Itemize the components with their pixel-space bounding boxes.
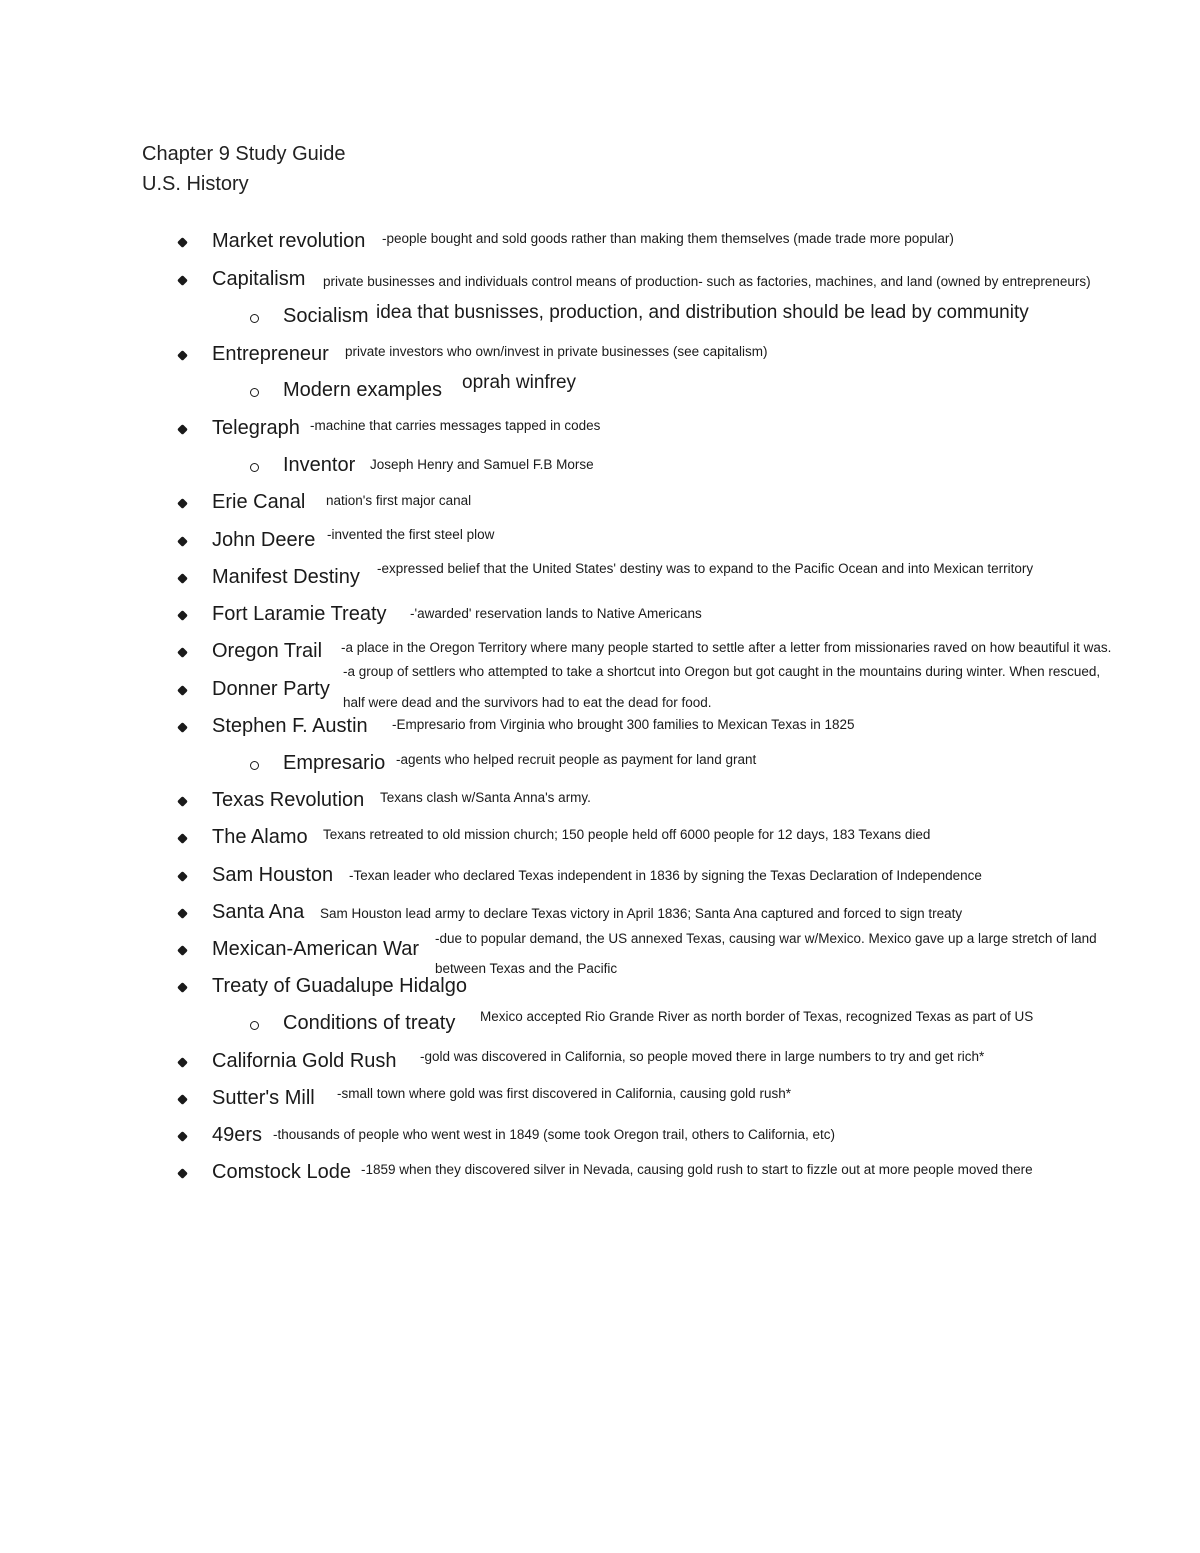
term: Empresario bbox=[283, 752, 386, 774]
definition-continued: half were dead and the survivors had to eat the dead for food. bbox=[343, 695, 712, 710]
definition: Joseph Henry and Samuel F.B Morse bbox=[370, 457, 594, 472]
list-item bbox=[0, 711, 1200, 741]
bullet-icon bbox=[177, 871, 188, 882]
sub-list-item bbox=[0, 1008, 1200, 1038]
list-item bbox=[0, 487, 1200, 517]
bullet-icon bbox=[177, 350, 188, 361]
term: Telegraph bbox=[212, 417, 300, 439]
term: Socialism bbox=[283, 305, 369, 327]
bullet-icon bbox=[177, 610, 188, 621]
bullet-icon bbox=[177, 722, 188, 733]
term: Stephen F. Austin bbox=[212, 715, 368, 737]
bullet-icon bbox=[177, 685, 188, 696]
definition: -thousands of people who went west in 1849 (some took Oregon trail, others to California, etc) bbox=[273, 1127, 836, 1142]
bullet-icon bbox=[177, 536, 188, 547]
bullet-icon bbox=[177, 945, 188, 956]
term: Sutter's Mill bbox=[212, 1087, 315, 1109]
definition: Mexico accepted Rio Grande River as north border of Texas, recognized Texas as part of US bbox=[480, 1009, 1034, 1024]
definition: -a group of settlers who attempted to take a shortcut into Oregon but got caught in the mountains during winter. When rescued, bbox=[343, 664, 1101, 679]
hollow-bullet-icon bbox=[250, 388, 259, 397]
term: 49ers bbox=[212, 1124, 263, 1146]
bullet-icon bbox=[177, 498, 188, 509]
definition: -people bought and sold goods rather than making them themselves (made trade more popular) bbox=[382, 231, 954, 246]
term: Capitalism bbox=[212, 268, 306, 290]
term: Erie Canal bbox=[212, 491, 306, 513]
definition: -a place in the Oregon Territory where many people started to settle after a letter from missionaries raved on how beautiful it was. bbox=[341, 640, 1112, 655]
definition: Texans clash w/Santa Anna's army. bbox=[380, 790, 591, 805]
term: California Gold Rush bbox=[212, 1050, 397, 1072]
list-item bbox=[0, 562, 1200, 592]
list-item bbox=[0, 636, 1200, 666]
definition: private investors who own/invest in private businesses (see capitalism) bbox=[345, 344, 768, 359]
doc-title: Chapter 9 Study Guide bbox=[142, 143, 346, 165]
term: Comstock Lode bbox=[212, 1161, 351, 1183]
list-item bbox=[0, 1083, 1200, 1113]
term: Treaty of Guadalupe Hidalgo bbox=[212, 975, 467, 997]
list-item bbox=[0, 599, 1200, 629]
bullet-icon bbox=[177, 908, 188, 919]
definition-continued: between Texas and the Pacific bbox=[435, 961, 618, 976]
definition: nation's first major canal bbox=[326, 493, 472, 508]
definition: -gold was discovered in California, so people moved there in large numbers to try and get rich* bbox=[420, 1049, 985, 1064]
term: Entrepreneur bbox=[212, 343, 329, 365]
definition: -Empresario from Virginia who brought 300 families to Mexican Texas in 1825 bbox=[392, 717, 855, 732]
list-item bbox=[0, 1157, 1200, 1187]
list-item bbox=[0, 525, 1200, 555]
list-item bbox=[0, 822, 1200, 852]
list-item bbox=[0, 664, 1200, 710]
term: Santa Ana bbox=[212, 901, 305, 923]
hollow-bullet-icon bbox=[250, 463, 259, 472]
list-item bbox=[0, 897, 1200, 927]
list-item bbox=[0, 971, 1200, 1001]
bullet-icon bbox=[177, 982, 188, 993]
definition: oprah winfrey bbox=[462, 372, 577, 393]
hollow-bullet-icon bbox=[250, 1021, 259, 1030]
term: Texas Revolution bbox=[212, 789, 365, 811]
term: Mexican-American War bbox=[212, 938, 420, 960]
definition: -1859 when they discovered silver in Nevada, causing gold rush to start to fizzle out at more people moved there bbox=[361, 1162, 1033, 1177]
definition: -due to popular demand, the US annexed Texas, causing war w/Mexico. Mexico gave up a large stretch of land bbox=[435, 931, 1097, 946]
sub-list-item bbox=[0, 748, 1200, 778]
term: Oregon Trail bbox=[212, 640, 323, 662]
definition: -expressed belief that the United States' destiny was to expand to the Pacific Ocean and into Mexican territory bbox=[377, 561, 1034, 576]
list-item bbox=[0, 931, 1200, 976]
definition: -'awarded' reservation lands to Native Americans bbox=[410, 606, 702, 621]
bullet-icon bbox=[177, 275, 188, 286]
bullet-icon bbox=[177, 833, 188, 844]
bullet-icon bbox=[177, 237, 188, 248]
definition: Sam Houston lead army to declare Texas victory in April 1836; Santa Ana captured and forced to sign treaty bbox=[320, 906, 963, 921]
definition: -agents who helped recruit people as payment for land grant bbox=[396, 752, 757, 767]
definition: private businesses and individuals control means of production- such as factories, machines, and land (owned by entrepreneurs) bbox=[323, 274, 1091, 289]
bullet-icon bbox=[177, 796, 188, 807]
definition: Texans retreated to old mission church; 150 people held off 6000 people for 12 days, 183 Texans died bbox=[323, 827, 931, 842]
definition: idea that busnisses, production, and distribution should be lead by community bbox=[376, 302, 1029, 323]
bullet-icon bbox=[177, 647, 188, 658]
list-item bbox=[0, 860, 1200, 890]
bullet-icon bbox=[177, 424, 188, 435]
bullet-icon bbox=[177, 1168, 188, 1179]
term: Market revolution bbox=[212, 230, 366, 252]
list-item bbox=[0, 785, 1200, 815]
list-item bbox=[0, 264, 1200, 294]
sub-list-item bbox=[0, 301, 1200, 331]
definition: -Texan leader who declared Texas independent in 1836 by signing the Texas Declaration of Independence bbox=[349, 868, 982, 883]
term: The Alamo bbox=[212, 826, 308, 848]
bullet-icon bbox=[177, 573, 188, 584]
term: Inventor bbox=[283, 454, 356, 476]
term: Manifest Destiny bbox=[212, 566, 360, 588]
definition: -machine that carries messages tapped in codes bbox=[310, 418, 601, 433]
bullet-icon bbox=[177, 1131, 188, 1142]
definition: -invented the first steel plow bbox=[327, 527, 495, 542]
term: Conditions of treaty bbox=[283, 1012, 456, 1034]
list-item bbox=[0, 226, 1200, 256]
list-item bbox=[0, 1120, 1200, 1150]
term: Donner Party bbox=[212, 678, 330, 700]
sub-list-item bbox=[0, 372, 1200, 405]
list-item bbox=[0, 1046, 1200, 1076]
hollow-bullet-icon bbox=[250, 761, 259, 770]
term: Fort Laramie Treaty bbox=[212, 603, 387, 625]
bullet-icon bbox=[177, 1094, 188, 1105]
sub-list-item bbox=[0, 450, 1200, 480]
doc-subtitle: U.S. History bbox=[142, 173, 249, 195]
definition: -small town where gold was first discovered in California, causing gold rush* bbox=[337, 1086, 791, 1101]
bullet-icon bbox=[177, 1057, 188, 1068]
term: John Deere bbox=[212, 529, 316, 551]
term: Modern examples bbox=[283, 379, 442, 401]
list-item bbox=[0, 339, 1200, 369]
hollow-bullet-icon bbox=[250, 314, 259, 323]
list-item bbox=[0, 413, 1200, 443]
term: Sam Houston bbox=[212, 864, 334, 886]
